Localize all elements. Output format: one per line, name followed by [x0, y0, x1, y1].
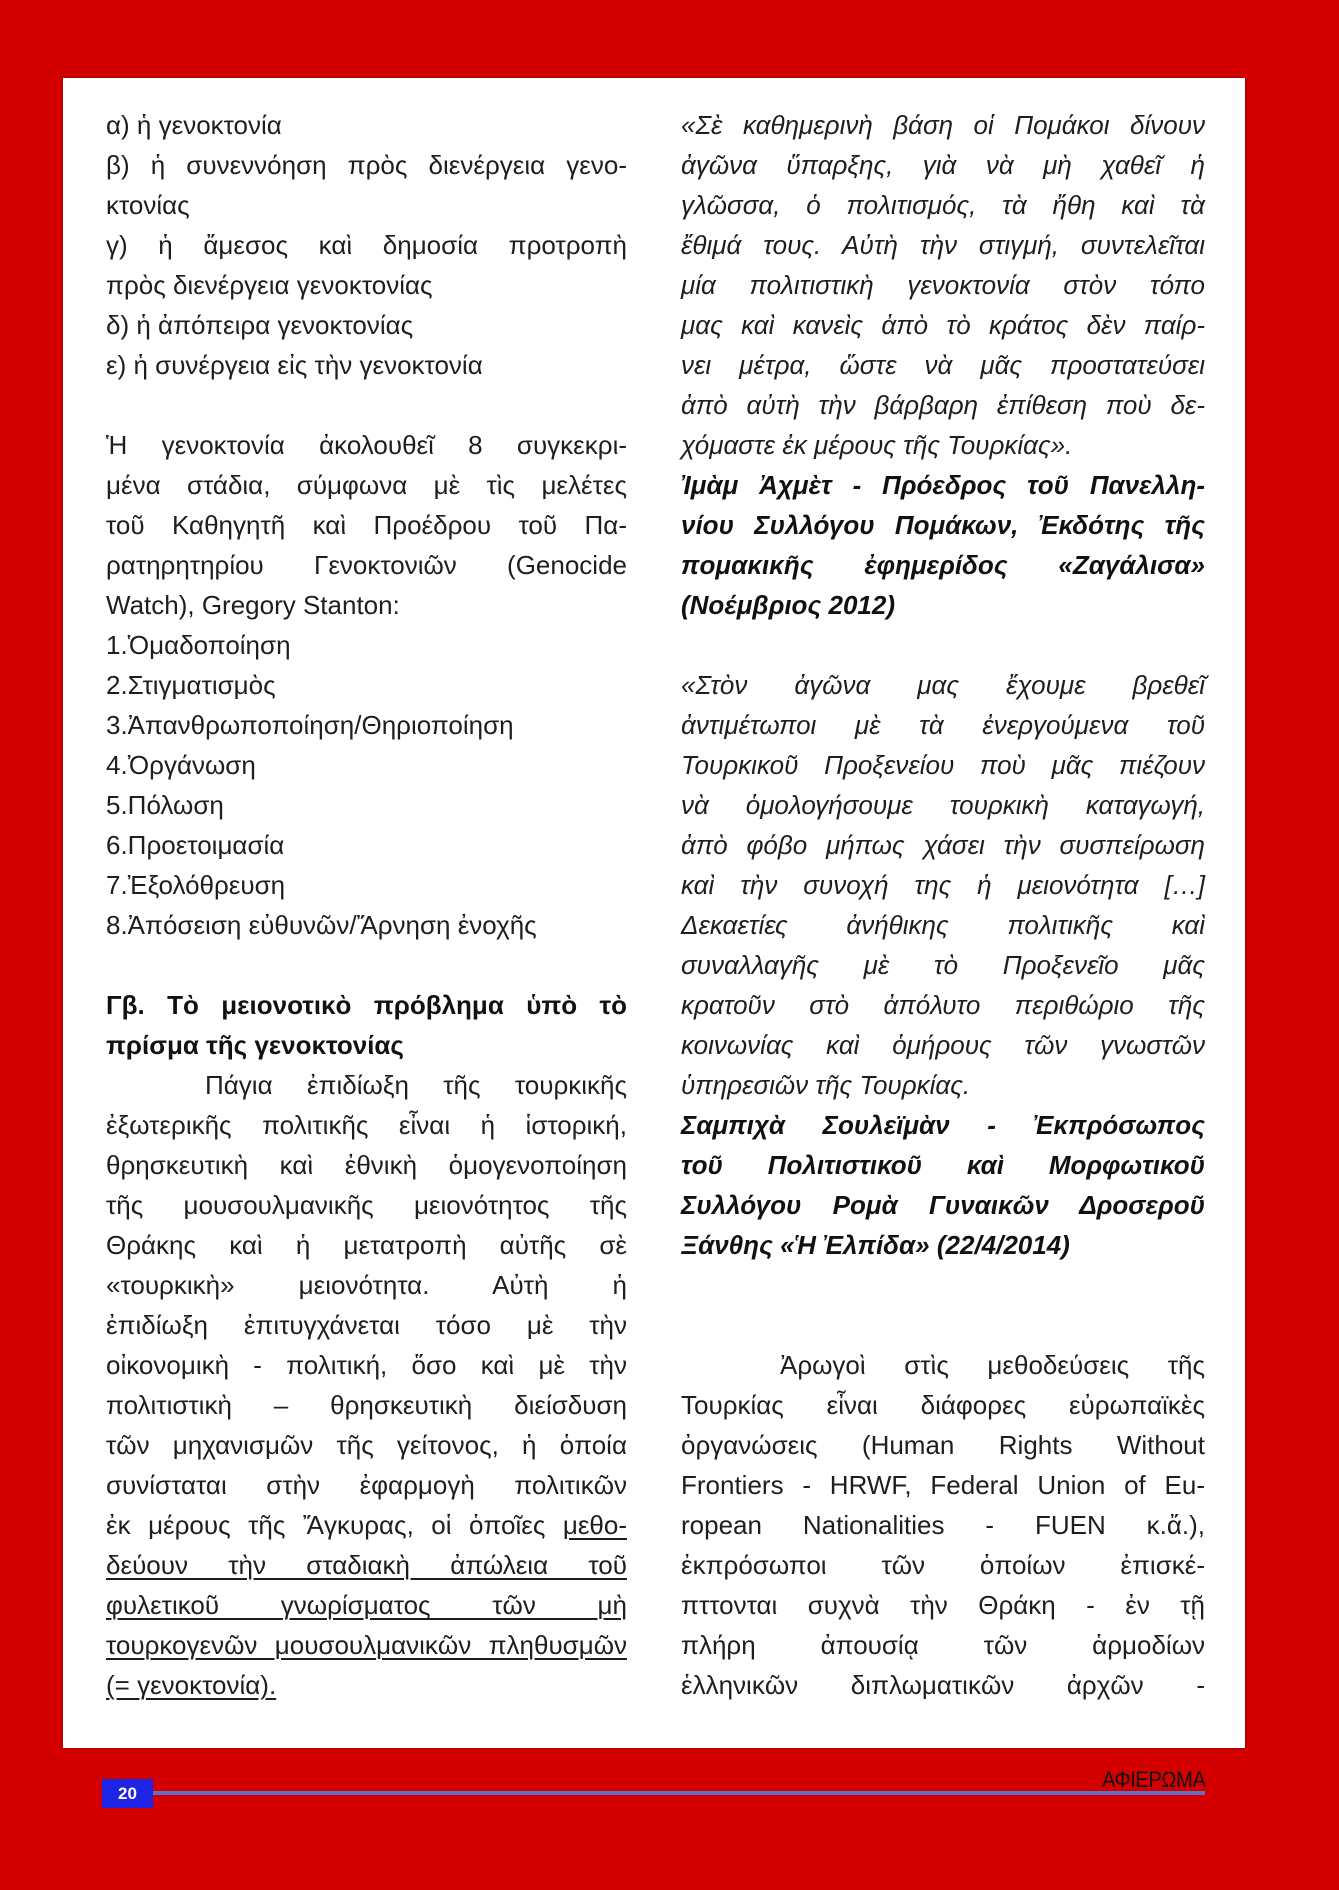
quote-line: ἀπὸ αὐτὴ τὴν βάρβαρη ἐπίθεση ποὺ δε- — [681, 390, 1205, 420]
quote-line: κρατοῦν στὸ ἀπόλυτο περιθώριο τῆς — [681, 990, 1205, 1020]
body-text: ἐκ μέρους τῆς Ἄγκυρας, οἱ ὁποῖες — [106, 1510, 546, 1540]
body-line: τῆς μουσουλμανικῆς μειονότητος τῆς — [106, 1190, 627, 1220]
definition-line: β) ἡ συνεννόηση πρὸς διενέργεια γενο- — [106, 150, 627, 180]
paragraph-gap — [681, 1305, 1205, 1345]
body-line: «τουρκικὴ» μειονότητα. Αὐτὴ ἡ — [106, 1270, 627, 1300]
stage-item: 3.Ἀπανθρωποποίηση/Θηριοποίηση — [106, 710, 514, 740]
body-line: Θράκης καὶ ἡ μετατροπὴ αὐτῆς σὲ — [106, 1230, 627, 1260]
quote-line: κοινωνίας καὶ ὁμήρους τῶν γνωστῶν — [681, 1030, 1205, 1060]
body-line: συνίσταται στὴν ἐφαρμογὴ πολιτικῶν — [106, 1470, 627, 1500]
quote-line: ἔθιμά τους. Αὐτὴ τὴν στιγμή, συντελεῖται — [681, 230, 1205, 260]
definition-line: ε) ἡ συνέργεια εἰς τὴν γενοκτονία — [106, 350, 483, 380]
stages-intro-line: τοῦ Καθηγητῆ καὶ Προέδρου τοῦ Πα- — [106, 510, 627, 540]
page-number-badge — [102, 1779, 153, 1808]
quote-line: χόμαστε ἐκ μέρους τῆς Τουρκίας». — [681, 430, 1073, 460]
closing-line: ἑλληνικῶν διπλωματικῶν ἀρχῶν - — [681, 1670, 1205, 1700]
attribution-line: Ἰμὰμ Ἀχμὲτ - Πρόεδρος τοῦ Πανελλη- — [681, 470, 1205, 500]
body-line — [106, 1505, 627, 1545]
closing-line: ὀργανώσεις (Human Rights Without — [681, 1430, 1205, 1460]
attribution-line: (Νοέμβριος 2012) — [681, 590, 895, 620]
underlined-line: τουρκογενῶν μουσουλμανικῶν πληθυσμῶν — [106, 1630, 627, 1660]
stage-item: 6.Προετοιμασία — [106, 830, 285, 860]
underlined-line: φυλετικοῦ γνωρίσματος τῶν μὴ — [106, 1590, 627, 1620]
stages-intro-line: Watch), Gregory Stanton: — [106, 590, 400, 620]
quote-line: ἀντιμέτωποι μὲ τὰ ἐνεργούμενα τοῦ — [681, 710, 1205, 740]
stage-item: 2.Στιγματισμὸς — [106, 670, 276, 700]
body-line: θρησκευτικὴ καὶ ἐθνικὴ ὁμογενοποίηση — [106, 1150, 627, 1180]
paragraph-gap — [681, 1265, 1205, 1305]
attribution-line: πομακικῆς ἐφημερίδος «Ζαγάλισα» — [681, 550, 1205, 580]
quote-line: μία πολιτιστικὴ γενοκτονία στὸν τόπο — [681, 270, 1205, 300]
section-label: ΑΦΙΕΡΩΜΑ — [1101, 1767, 1205, 1792]
paragraph-gap — [681, 625, 1205, 665]
definition-line: γ) ἡ ἄμεσος καὶ δημοσία προτροπὴ — [106, 230, 627, 260]
attribution-line: τοῦ Πολιτιστικοῦ καὶ Μορφωτικοῦ — [681, 1150, 1205, 1180]
stage-item: 5.Πόλωση — [106, 790, 224, 820]
definition-line: δ) ἡ ἀπόπειρα γενοκτονίας — [106, 310, 414, 340]
closing-line: ἐκπρόσωποι τῶν ὁποίων ἐπισκέ- — [681, 1550, 1205, 1580]
stages-intro-line: ρατηρητηρίου Γενοκτονιῶν (Genocide — [106, 550, 627, 580]
quote-line: ἀπὸ φόβο μήπως χάσει τὴν συσπείρωση — [681, 830, 1205, 860]
stage-item: 1.Ὁμαδοποίηση — [106, 630, 291, 660]
stage-item: 7.Ἐξολόθρευση — [106, 870, 286, 900]
body-line: Πάγια ἐπιδίωξη τῆς τουρκικῆς — [205, 1070, 627, 1100]
closing-line: ropean Nationalities - FUEN κ.ἄ.), — [681, 1510, 1205, 1540]
body-line: οἰκονομικὴ - πολιτική, ὅσο καὶ μὲ τὴν — [106, 1350, 627, 1380]
stage-item: 8.Ἀπόσειση εὐθυνῶν/Ἄρνηση ἐνοχῆς — [106, 910, 537, 940]
left-column — [106, 105, 627, 1705]
closing-line: Ἀρωγοὶ στὶς μεθοδεύσεις τῆς — [780, 1350, 1205, 1380]
body-line: ἐπιδίωξη ἐπιτυγχάνεται τόσο μὲ τὴν — [106, 1310, 627, 1340]
attribution-line: Ξάνθης «Ἡ Ἐλπίδα» (22/4/2014) — [681, 1230, 1070, 1260]
page-sheet — [63, 78, 1245, 1748]
section-heading: Γβ. Τὸ μειονοτικὸ πρόβλημα ὑπὸ τὸ — [106, 990, 627, 1020]
stages-intro-line: μένα στάδια, σύμφωνα μὲ τὶς μελέτες — [106, 470, 627, 500]
quote-line: μας καὶ κανεὶς ἀπὸ τὸ κράτος δὲν παίρ- — [681, 310, 1205, 340]
quote-line: Δεκαετίες ἀνήθικης πολιτικῆς καὶ — [681, 910, 1205, 940]
quote-line: νει μέτρα, ὥστε νὰ μᾶς προστατεύσει — [681, 350, 1205, 380]
attribution-line: Συλλόγου Ρομὰ Γυναικῶν Δροσεροῦ — [681, 1190, 1205, 1220]
definition-line: κτονίας — [106, 190, 190, 220]
stages-intro-line: Ἡ γενοκτονία ἀκολουθεῖ 8 συγκεκρι- — [106, 430, 627, 460]
attribution-line: νίου Συλλόγου Πομάκων, Ἐκδότης τῆς — [681, 510, 1205, 540]
page-number: 20 — [118, 1784, 137, 1803]
definition-line: πρὸς διενέργεια γενοκτονίας — [106, 270, 433, 300]
body-line: ἐξωτερικῆς πολιτικῆς εἶναι ἡ ἱστορική, — [106, 1110, 627, 1140]
quote-line: Τουρκικοῦ Προξενείου ποὺ μᾶς πιέζουν — [681, 750, 1205, 780]
body-line: πολιτιστικὴ – θρησκευτικὴ διείσδυση — [106, 1390, 627, 1420]
closing-line: Frontiers - HRWF, Federal Union of Eu- — [681, 1470, 1205, 1500]
section-heading: πρίσμα τῆς γενοκτονίας — [106, 1030, 404, 1060]
right-column — [681, 105, 1205, 1705]
closing-line: πττονται συχνὰ τὴν Θράκη - ἐν τῇ — [681, 1590, 1205, 1620]
attribution-line: Σαμπιχὰ Σουλεϊμὰν - Ἐκπρόσωπος — [681, 1110, 1205, 1140]
closing-line: πλήρη ἀπουσίᾳ τῶν ἁρμοδίων — [681, 1630, 1205, 1660]
quote-line: ὑπηρεσιῶν τῆς Τουρκίας. — [681, 1070, 971, 1100]
body-line: τῶν μηχανισμῶν τῆς γείτονος, ἡ ὁποία — [106, 1430, 627, 1460]
closing-line: Τουρκίας εἶναι διάφορες εὐρωπαϊκὲς — [681, 1390, 1205, 1420]
paragraph-gap — [106, 945, 627, 985]
quote-line: νὰ ὁμολογήσουμε τουρκικὴ καταγωγή, — [681, 790, 1205, 820]
quote-line: «Στὸν ἀγῶνα μας ἔχουμε βρεθεῖ — [681, 670, 1205, 700]
quote-line: «Σὲ καθημερινὴ βάση οἱ Πομάκοι δίνουν — [681, 110, 1205, 140]
underlined-text: μεθο- — [562, 1510, 627, 1540]
underlined-line: δεύουν τὴν σταδιακὴ ἀπώλεια τοῦ — [106, 1550, 627, 1580]
quote-line: συναλλαγῆς μὲ τὸ Προξενεῖο μᾶς — [681, 950, 1205, 980]
paragraph-gap — [106, 385, 627, 425]
stage-item: 4.Ὀργάνωση — [106, 750, 256, 780]
quote-line: γλῶσσα, ὁ πολιτισμός, τὰ ἤθη καὶ τὰ — [681, 190, 1205, 220]
footer-rule — [102, 1791, 1205, 1795]
definition-line: α) ἡ γενοκτονία — [106, 110, 282, 140]
underlined-line: (= γενοκτονία). — [106, 1670, 277, 1700]
quote-line: ἀγῶνα ὕπαρξης, γιὰ νὰ μὴ χαθεῖ ἡ — [681, 150, 1205, 180]
quote-line: καὶ τὴν συνοχή της ἡ μειονότητα […] — [681, 870, 1205, 900]
